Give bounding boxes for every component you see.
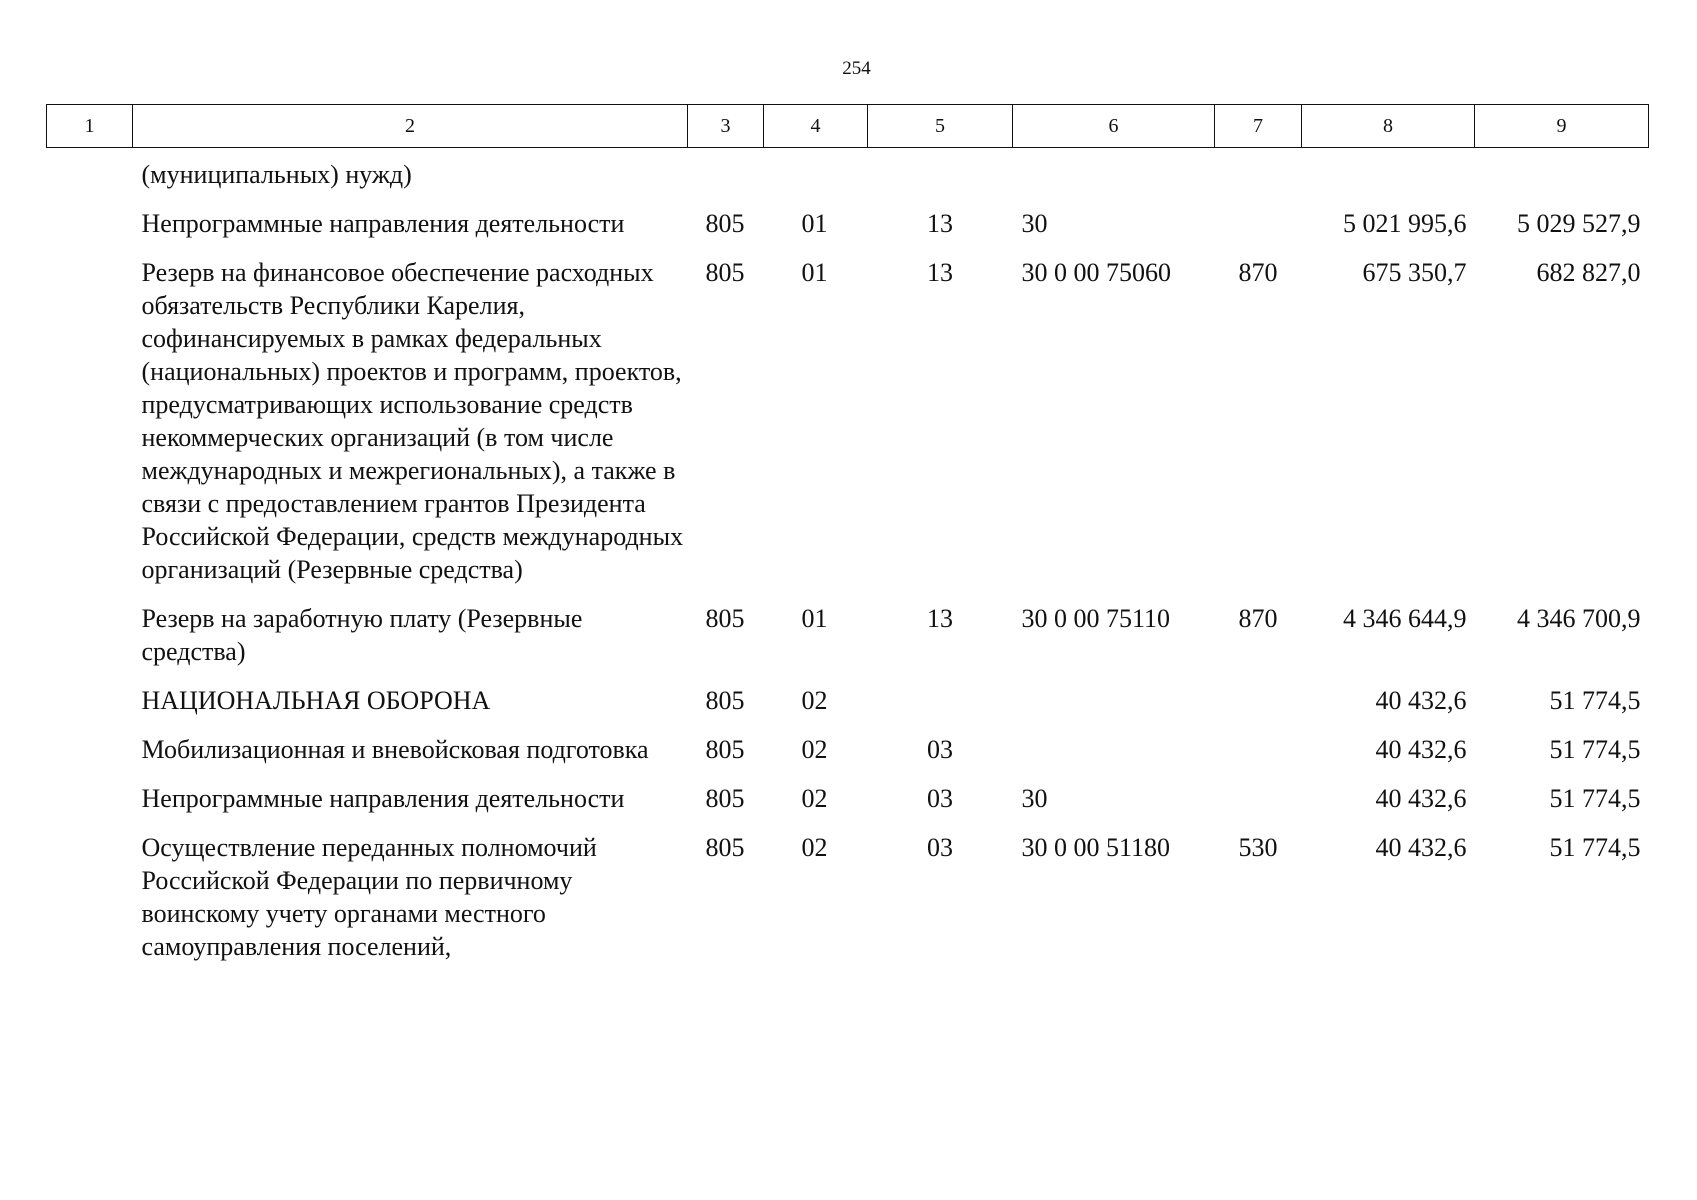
cell-col6: 30	[1021, 784, 1048, 813]
cell-col8: 40 432,6	[1375, 686, 1467, 715]
cell-col5: 13	[927, 258, 953, 287]
table-row	[47, 240, 1649, 586]
cell-name: Непрограммные направления деятельности	[141, 784, 625, 813]
cell-col4	[764, 148, 868, 192]
cell-col3: 805	[705, 209, 745, 238]
cell-col8: 5 021 995,6	[1343, 209, 1467, 238]
cell-col7: 870	[1238, 258, 1278, 287]
column-header-4: 4	[764, 105, 868, 148]
cell-col1	[47, 148, 133, 192]
cell-col3: 805	[705, 735, 745, 764]
cell-col3: 805	[705, 833, 745, 862]
cell-name: Мобилизационная и вневойсковая подготовка	[141, 735, 649, 764]
cell-col9: 51 774,5	[1549, 735, 1641, 764]
cell-col8: 40 432,6	[1375, 735, 1467, 764]
cell-col5: 13	[927, 604, 953, 633]
cell-name: НАЦИОНАЛЬНАЯ ОБОРОНА	[141, 686, 491, 715]
page-number: 254	[842, 58, 871, 79]
cell-col6: 30 0 00 75110	[1021, 604, 1171, 633]
column-header-6: 6	[1013, 105, 1215, 148]
cell-col8: 40 432,6	[1375, 833, 1467, 862]
column-header-5: 5	[868, 105, 1013, 148]
cell-col6	[1013, 668, 1215, 717]
cell-col6	[1013, 148, 1215, 192]
cell-col3: 805	[705, 784, 745, 813]
table-row	[47, 586, 1649, 668]
header-row	[47, 105, 1649, 148]
cell-col4: 01	[801, 209, 828, 238]
cell-name: Осуществление переданных полномочий Российской Федерации по первичному воинскому учету органами местного самоуправления поселений,	[141, 833, 597, 961]
cell-col9: 4 346 700,9	[1517, 604, 1641, 633]
cell-col1	[47, 717, 133, 766]
cell-col7	[1215, 668, 1302, 717]
cell-col3: 805	[705, 258, 745, 287]
cell-col1	[47, 240, 133, 586]
cell-col3: 805	[705, 604, 745, 633]
table-row	[47, 717, 1649, 766]
cell-col1	[47, 191, 133, 240]
cell-col4: 02	[801, 784, 828, 813]
cell-col7	[1215, 766, 1302, 815]
cell-name: (муниципальных) нужд)	[141, 160, 412, 189]
cell-col5: 03	[927, 784, 953, 813]
cell-col7: 530	[1238, 833, 1278, 862]
column-header-1: 1	[47, 105, 133, 148]
cell-col9: 51 774,5	[1549, 833, 1641, 862]
cell-col6	[1013, 717, 1215, 766]
cell-col7: 870	[1238, 604, 1278, 633]
cell-col8	[1302, 148, 1475, 192]
cell-col5: 13	[927, 209, 953, 238]
budget-table	[46, 104, 1649, 963]
cell-col7	[1215, 148, 1302, 192]
table-row	[47, 668, 1649, 717]
cell-col8: 40 432,6	[1375, 784, 1467, 813]
table-row	[47, 766, 1649, 815]
cell-col1	[47, 766, 133, 815]
cell-col5	[868, 148, 1013, 192]
column-header-8: 8	[1302, 105, 1475, 148]
cell-col8: 675 350,7	[1362, 258, 1467, 287]
cell-col5: 03	[927, 735, 953, 764]
cell-col4: 01	[801, 604, 828, 633]
cell-col1	[47, 586, 133, 668]
cell-col4: 02	[801, 686, 828, 715]
table-row	[47, 148, 1649, 192]
cell-col6: 30 0 00 51180	[1021, 833, 1171, 862]
cell-col7	[1215, 191, 1302, 240]
column-header-3: 3	[688, 105, 764, 148]
table-row	[47, 815, 1649, 963]
cell-col1	[47, 815, 133, 963]
cell-col4: 02	[801, 735, 828, 764]
cell-name: Резерв на финансовое обеспечение расходных обязательств Республики Карелия, софинансируемых в рамках федеральных (национальных) проектов и программ, проектов, предусматривающих использование средств некоммерческих организаций (в том числе международных и межрегиональных), а также в связи с предоставлением грантов Президента Российской Федерации, средств международных организаций (Резервные средства)	[141, 258, 684, 584]
cell-col3: 805	[705, 686, 745, 715]
cell-col9: 51 774,5	[1549, 784, 1641, 813]
cell-col6: 30	[1021, 209, 1048, 238]
cell-col9: 51 774,5	[1549, 686, 1641, 715]
column-header-7: 7	[1215, 105, 1302, 148]
cell-col4: 01	[801, 258, 828, 287]
table-body	[47, 148, 1649, 964]
cell-name: Резерв на заработную плату (Резервные средства)	[141, 604, 583, 666]
cell-col5	[868, 668, 1013, 717]
cell-col1	[47, 668, 133, 717]
table-header	[47, 105, 1649, 148]
table-row	[47, 191, 1649, 240]
cell-col3	[688, 148, 764, 192]
column-header-2: 2	[133, 105, 688, 148]
cell-col9: 682 827,0	[1536, 258, 1641, 287]
cell-col9	[1475, 148, 1649, 192]
cell-col8: 4 346 644,9	[1343, 604, 1467, 633]
cell-col6: 30 0 00 75060	[1021, 258, 1171, 287]
cell-col9: 5 029 527,9	[1517, 209, 1641, 238]
cell-col4: 02	[801, 833, 828, 862]
column-header-9: 9	[1475, 105, 1649, 148]
cell-col5: 03	[927, 833, 953, 862]
cell-col7	[1215, 717, 1302, 766]
cell-name: Непрограммные направления деятельности	[141, 209, 625, 238]
